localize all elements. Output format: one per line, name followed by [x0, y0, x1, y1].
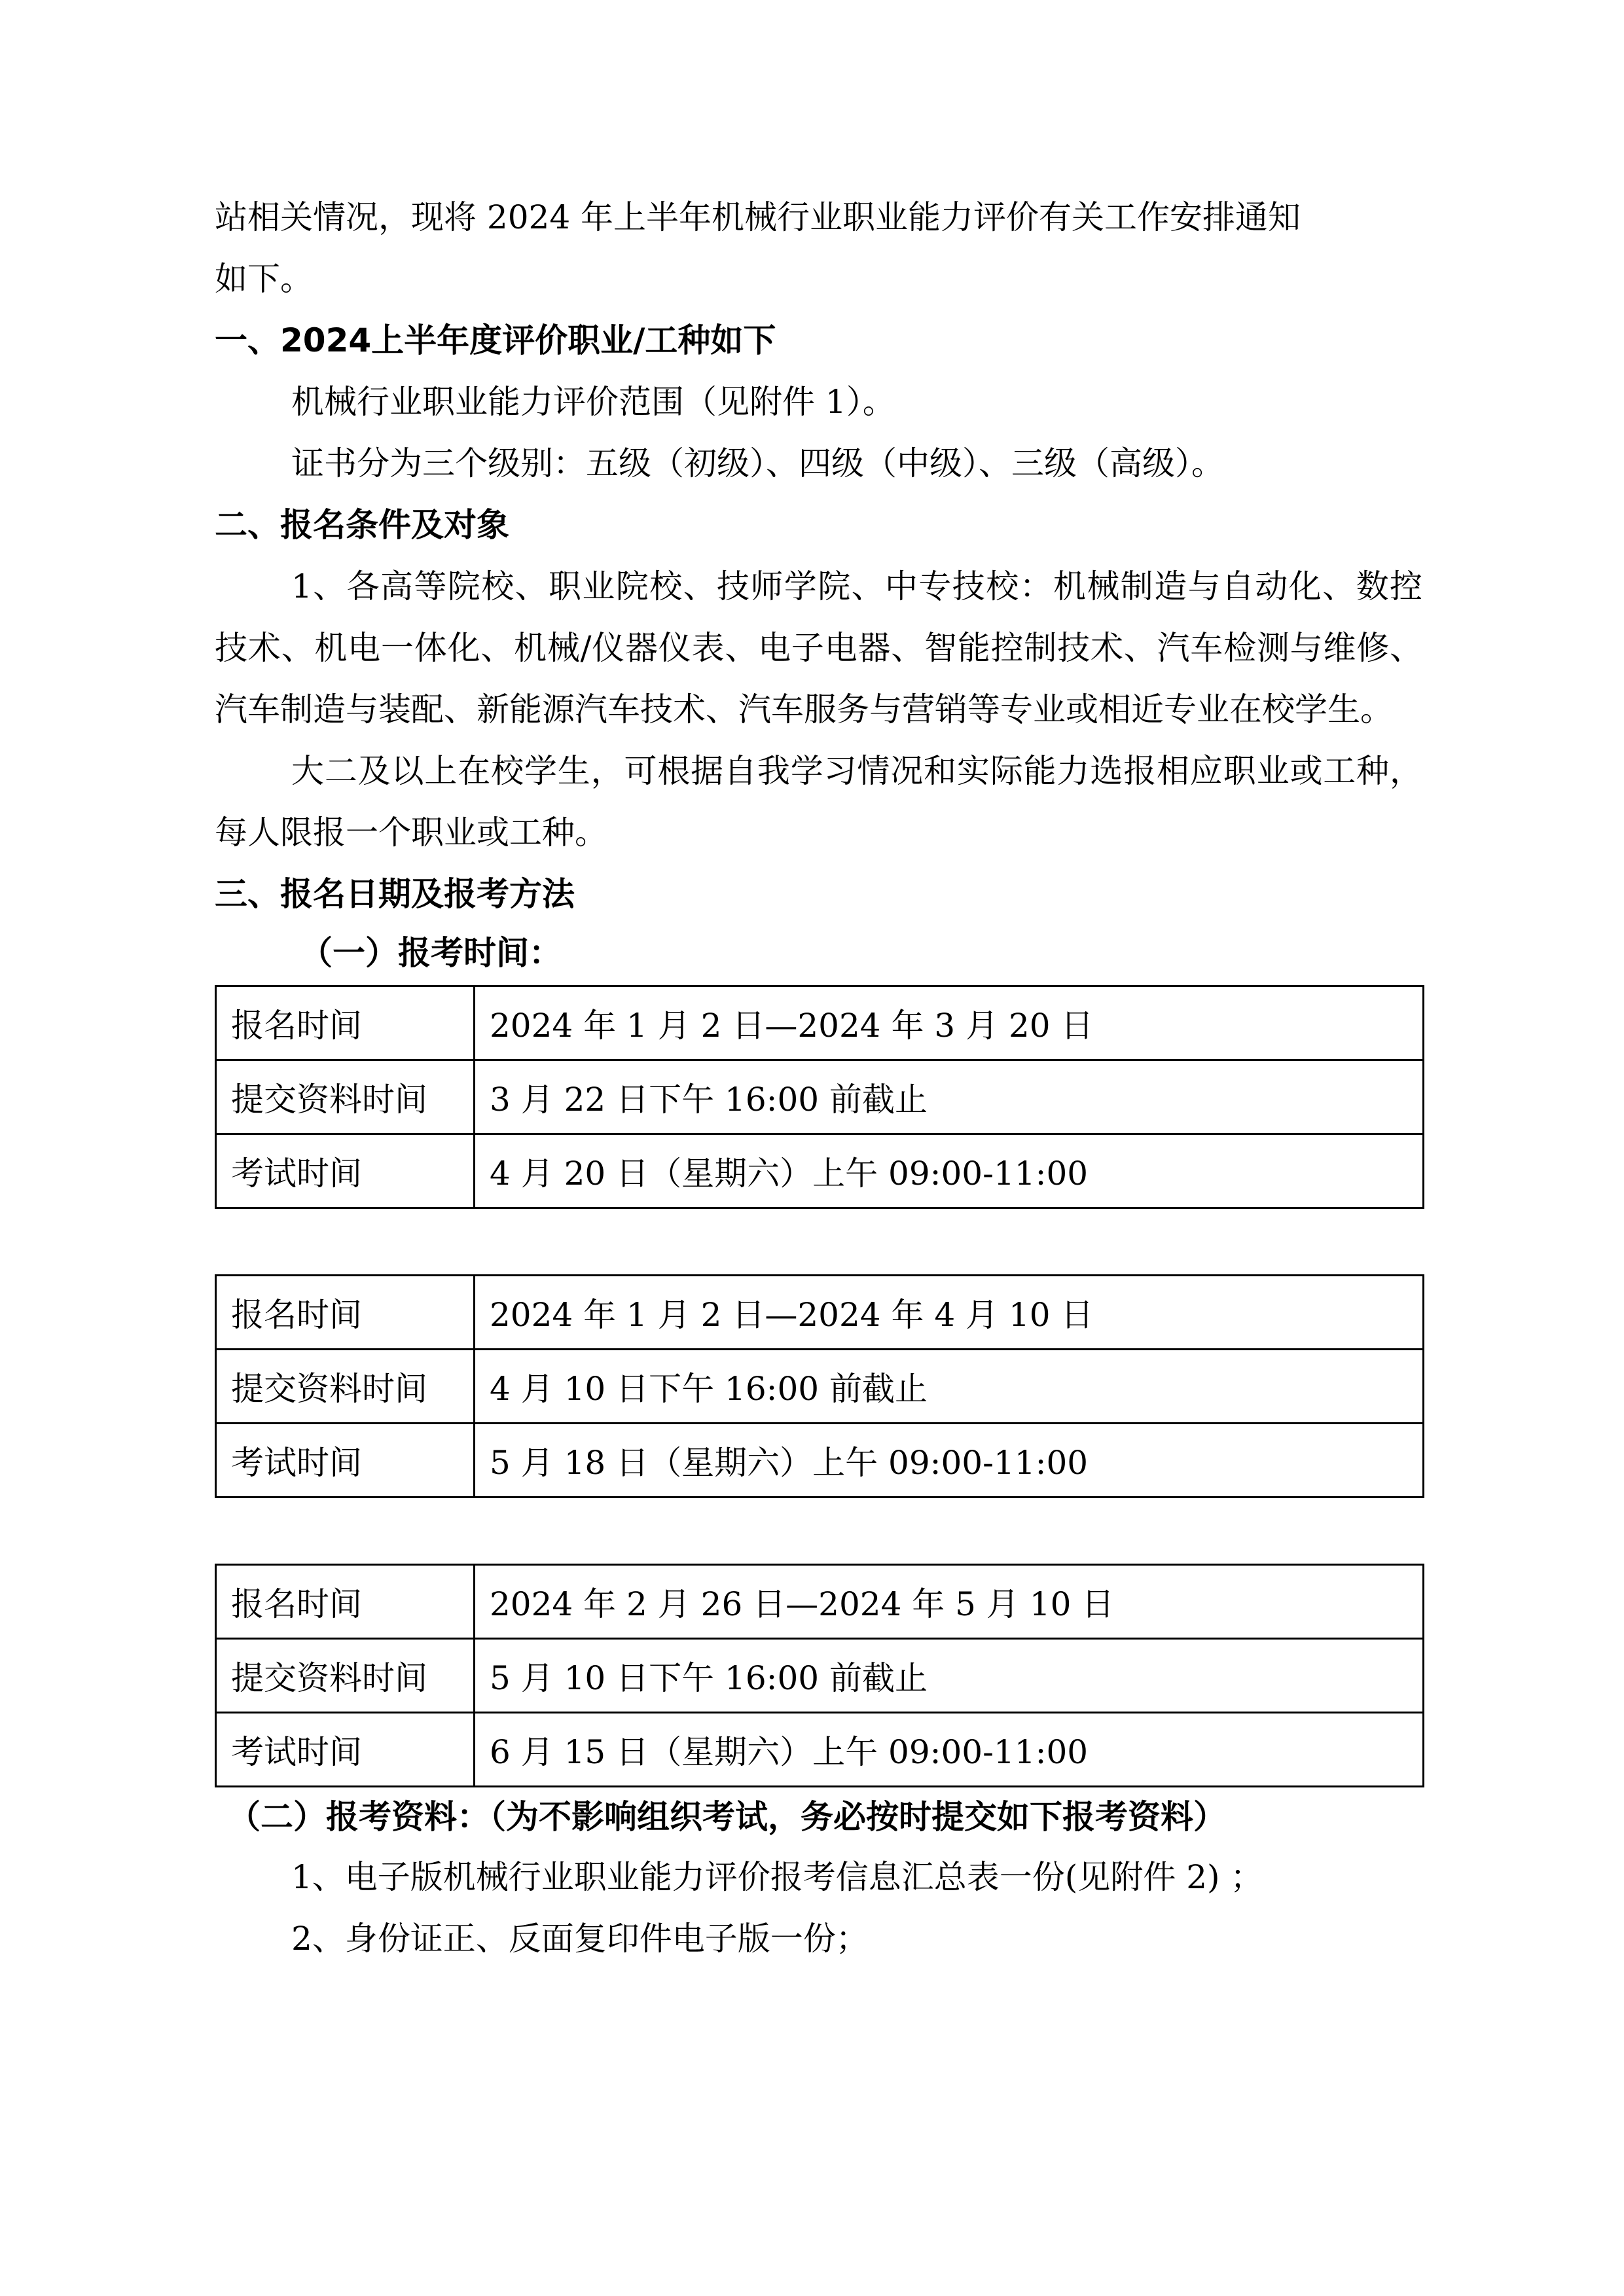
schedule-value: 2024 年 1 月 2 日—2024 年 4 月 10 日	[475, 1276, 1424, 1350]
schedule-value: 5 月 18 日（星期六）上午 09:00-11:00	[475, 1424, 1424, 1498]
paragraph-evaluation-scope: 机械行业职业能力评价范围（见附件 1）。	[291, 383, 895, 421]
intro-line-2: 如下。	[215, 260, 313, 298]
schedule-table-2	[215, 1274, 1424, 1498]
paragraph-eligible-majors: 1、各高等院校、职业院校、技师学院、中专技校：机械制造与自动化、数控技术、机电一体化、机械/仪器仪表、电子电器、智能控制技术、汽车检测与维修、汽车制造与装配、新能源汽车技术、汽车服务与营销等专业或相近专业在校学生。	[215, 567, 1422, 728]
section-heading-2: 二、报名条件及对象	[215, 506, 509, 544]
table-row	[216, 1639, 1424, 1713]
paragraph-eligible-students: 大二及以上在校学生，可根据自我学习情况和实际能力选报相应职业或工种，每人限报一个职业或工种。	[215, 752, 1422, 852]
section-heading-3: 三、报名日期及报考方法	[215, 875, 575, 913]
schedule-label: 提交资料时间	[216, 1639, 475, 1713]
schedule-table-1-wrap	[215, 985, 1422, 1209]
schedule-label: 报名时间	[216, 1565, 475, 1639]
schedule-value: 3 月 22 日下午 16:00 前截止	[475, 1060, 1424, 1134]
schedule-table-1	[215, 985, 1424, 1209]
schedule-table-3-wrap	[215, 1564, 1422, 1787]
schedule-label: 提交资料时间	[216, 1060, 475, 1134]
table-row	[216, 1713, 1424, 1787]
schedule-label: 提交资料时间	[216, 1350, 475, 1424]
paragraph-material-2: 2、身份证正、反面复印件电子版一份；	[291, 1920, 869, 1958]
schedule-value: 2024 年 2 月 26 日—2024 年 5 月 10 日	[475, 1565, 1424, 1639]
schedule-label: 报名时间	[216, 986, 475, 1060]
schedule-label: 报名时间	[216, 1276, 475, 1350]
section-heading-1: 一、2024上半年度评价职业/工种如下	[215, 321, 776, 359]
table-row	[216, 986, 1424, 1060]
subsection-heading-exam-time: （一）报考时间：	[300, 934, 562, 972]
schedule-value: 5 月 10 日下午 16:00 前截止	[475, 1639, 1424, 1713]
schedule-value: 4 月 10 日下午 16:00 前截止	[475, 1350, 1424, 1424]
document-page	[215, 187, 1422, 1969]
schedule-label: 考试时间	[216, 1134, 475, 1208]
table-row	[216, 1134, 1424, 1208]
paragraph-material-1: 1、电子版机械行业职业能力评价报考信息汇总表一份(见附件 2) ；	[291, 1858, 1263, 1896]
schedule-label: 考试时间	[216, 1424, 475, 1498]
table-row	[216, 1276, 1424, 1350]
paragraph-certificate-levels: 证书分为三个级别：五级（初级）、四级（中级）、三级（高级）。	[291, 444, 1224, 482]
subsection-heading-materials: （二）报考资料：（为不影响组织考试，务必按时提交如下报考资料）	[228, 1798, 1226, 1836]
table-row	[216, 1565, 1424, 1639]
schedule-value: 2024 年 1 月 2 日—2024 年 3 月 20 日	[475, 986, 1424, 1060]
schedule-value: 6 月 15 日（星期六）上午 09:00-11:00	[475, 1713, 1424, 1787]
table-row	[216, 1424, 1424, 1498]
schedule-table-3	[215, 1564, 1424, 1787]
table-row	[216, 1060, 1424, 1134]
schedule-table-2-wrap	[215, 1274, 1422, 1498]
intro-line-1: 站相关情况，现将 2024 年上半年机械行业职业能力评价有关工作安排通知	[215, 198, 1301, 236]
table-row	[216, 1350, 1424, 1424]
schedule-value: 4 月 20 日（星期六）上午 09:00-11:00	[475, 1134, 1424, 1208]
schedule-label: 考试时间	[216, 1713, 475, 1787]
